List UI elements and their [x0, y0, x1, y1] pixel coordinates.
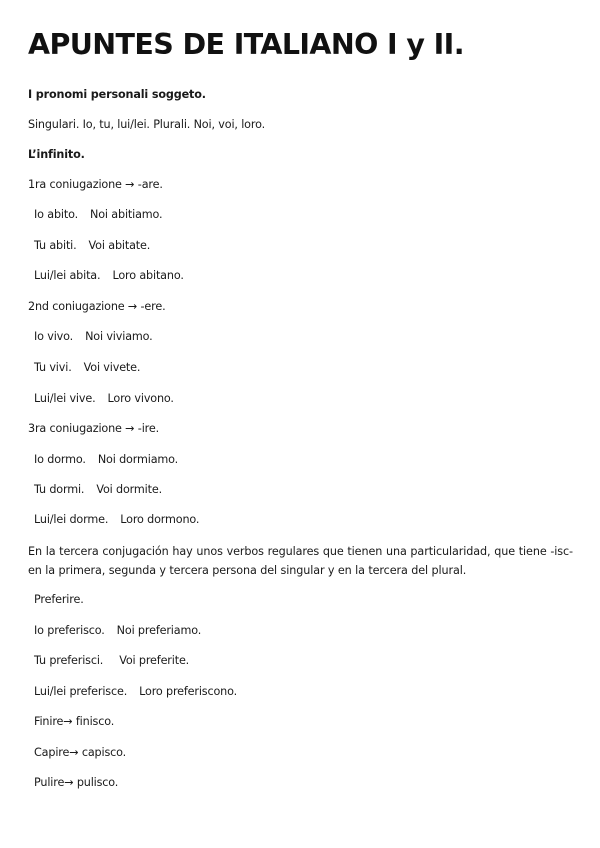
sing-form: Io preferisco.: [34, 624, 105, 637]
plur-form: Voi preferite.: [119, 654, 190, 667]
conj3-heading: 3ra coniugazione → -ire.: [28, 422, 159, 435]
pronomi-heading: I pronomi personali soggeto.: [28, 88, 206, 101]
sing-form: Lui/lei dorme.: [34, 513, 109, 526]
plur-form: Loro abitano.: [112, 269, 184, 282]
example-line: Capire→ capisco.: [34, 746, 127, 759]
sing-form: Io abito.: [34, 208, 79, 221]
plur-form: Noi preferiamo.: [116, 624, 202, 637]
sing-form: Io vivo.: [34, 330, 74, 343]
sing-form: Tu abiti.: [34, 239, 77, 252]
plur-form: Noi abitiamo.: [90, 208, 163, 221]
conj1-row: [34, 267, 184, 285]
conj1-row: [34, 206, 162, 224]
sing-form: Lui/lei vive.: [34, 392, 96, 405]
preferire-row: [34, 652, 189, 670]
plur-form: Noi viviamo.: [85, 330, 153, 343]
sing-form: Lui/lei preferisce.: [34, 685, 128, 698]
conj1-row: [34, 237, 150, 255]
preferire-heading: Preferire.: [34, 593, 84, 606]
pronomi-line: Singulari. Io, tu, lui/lei. Plurali. Noi, voi, loro.: [28, 118, 265, 131]
conj3-row: [34, 481, 162, 499]
plur-form: Loro vivono.: [107, 392, 174, 405]
sing-form: Io dormo.: [34, 453, 86, 466]
conj3-row: [34, 511, 199, 529]
infinito-heading: L’infinito.: [28, 148, 85, 161]
plur-form: Voi dormite.: [96, 483, 163, 496]
example-line: Finire→ finisco.: [34, 715, 115, 728]
preferire-row: [34, 683, 237, 701]
sing-form: Tu preferisci.: [34, 654, 104, 667]
plur-form: Loro dormono.: [120, 513, 200, 526]
conj1-heading: 1ra coniugazione → -are.: [28, 178, 163, 191]
document-title: APUNTES DE ITALIANO I y II.: [28, 28, 464, 61]
conj2-row: [34, 359, 140, 377]
plur-form: Noi dormiamo.: [97, 453, 179, 466]
sing-form: Tu vivi.: [34, 361, 72, 374]
plur-form: Voi vivete.: [83, 361, 141, 374]
plur-form: Loro preferiscono.: [139, 685, 238, 698]
sing-form: Tu dormi.: [34, 483, 85, 496]
conj2-heading: 2nd coniugazione → -ere.: [28, 300, 166, 313]
preferire-row: [34, 622, 201, 640]
sing-form: Lui/lei abita.: [34, 269, 101, 282]
conj2-row: [34, 328, 153, 346]
example-line: Pulire→ pulisco.: [34, 776, 119, 789]
isc-explanation-paragraph: En la tercera conjugación hay unos verbos regulares que tienen una particularidad, que tiene -isc- en la primera, segunda y tercera persona del singular y en la tercera del plural.: [28, 545, 573, 577]
conj2-row: [34, 390, 174, 408]
conj3-row: [34, 451, 178, 469]
plur-form: Voi abitate.: [88, 239, 151, 252]
